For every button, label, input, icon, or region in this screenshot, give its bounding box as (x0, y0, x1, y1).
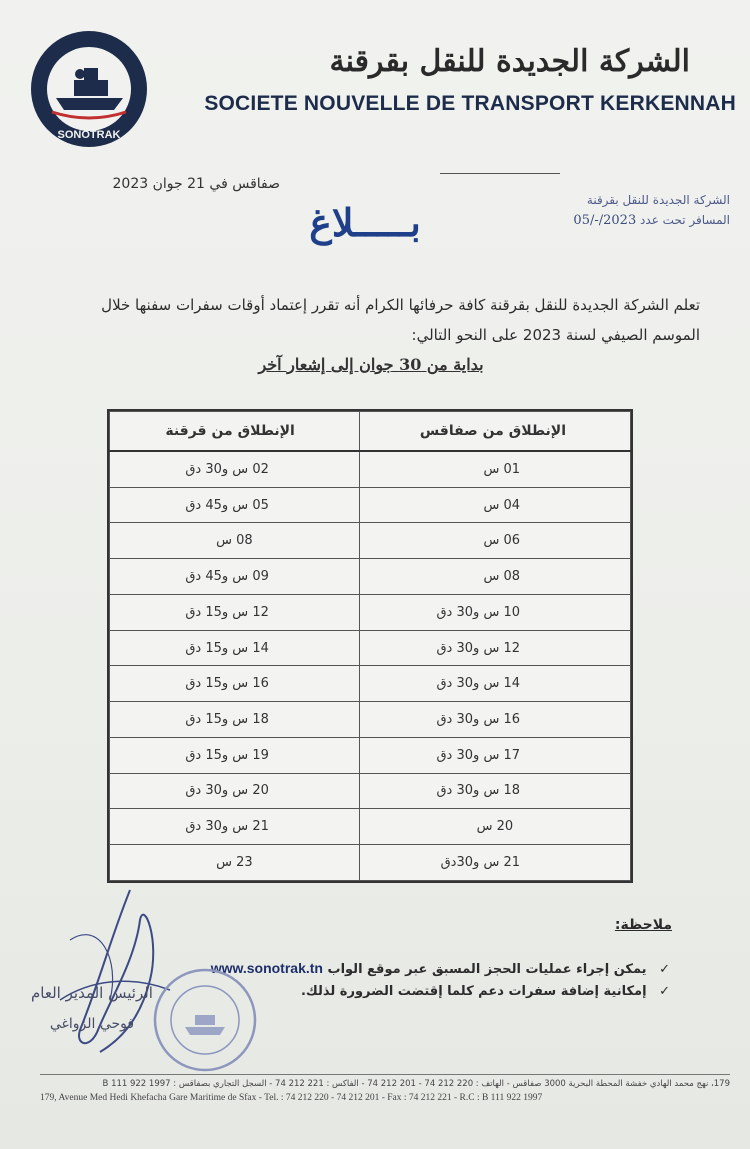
registry-stamp (560, 190, 730, 231)
registry-stamp-label: المسافر تحت عدد (640, 213, 730, 227)
sonotrak-logo (28, 28, 150, 150)
cell-sfax: 01 س (359, 451, 630, 487)
registry-stamp-line2 (560, 210, 730, 231)
table-row (110, 809, 631, 845)
schedule-table (107, 409, 633, 883)
cell-kerkennah: 09 س و45 دق (110, 559, 360, 595)
footer-rule (40, 1074, 730, 1075)
header-from-kerkennah: الإنطلاق من قرقنة (110, 412, 360, 452)
table-header-row (110, 412, 631, 452)
table-row (110, 666, 631, 702)
note-text: يمكن إجراء عمليات الحجز المسبق عبر موقع الواب (327, 962, 647, 977)
cell-kerkennah: 20 س و30 دق (110, 773, 360, 809)
notice-period: بداية من 30 جوان إلى إشعار آخر (258, 355, 484, 374)
table-row (110, 773, 631, 809)
date-line: صفاقس في 21 جوان 2023 (112, 176, 280, 192)
table-row (110, 559, 631, 595)
footer-address-arabic: 179، نهج محمد الهادي خفشة المحطة البحرية 3000 صفاقس - الهاتف : 220 212 74 - 201 212 74 - الفاكس : 221 212 74 - السجل التجاري بصفاقس : B 111 922 1997 (102, 1079, 730, 1089)
cell-sfax: 12 س و30 دق (359, 630, 630, 666)
company-name-arabic: الشركة الجديدة للنقل بقرقنة (329, 44, 690, 79)
cell-sfax: 10 س و30 دق (359, 594, 630, 630)
website-link[interactable]: www.sonotrak.tn (210, 960, 323, 976)
table-row (110, 702, 631, 738)
cell-kerkennah: 19 س و15 دق (110, 737, 360, 773)
table-row (110, 523, 631, 559)
cell-sfax: 06 س (359, 523, 630, 559)
cell-kerkennah: 14 س و15 دق (110, 630, 360, 666)
notes-title: ملاحظة: (614, 917, 672, 933)
cell-sfax: 18 س و30 دق (359, 773, 630, 809)
cell-sfax: 20 س (359, 809, 630, 845)
cell-sfax: 14 س و30 دق (359, 666, 630, 702)
cell-kerkennah: 05 س و45 دق (110, 487, 360, 523)
cell-kerkennah: 21 س و30 دق (110, 809, 360, 845)
notice-intro: تعلم الشركة الجديدة للنقل بقرقنة كافة حرفائها الكرام أنه تقرر إعتماد أوقات سفرات سفنها خلال الموسم الصيفي لسنة 2023 على النحو التالي: (101, 296, 700, 344)
cell-kerkennah: 08 س (110, 523, 360, 559)
check-icon: ✓ (659, 962, 670, 977)
note-text: إمكانية إضافة سفرات دعم كلما إقتضت الضرورة لذلك. (300, 984, 647, 999)
notice-title: بـــــلاغ (309, 200, 421, 245)
cell-kerkennah: 23 س (110, 845, 360, 881)
registry-stamp-ref: 2023/-/05 (573, 213, 637, 228)
table-row (110, 845, 631, 881)
cell-kerkennah: 02 س و30 دق (110, 451, 360, 487)
signature-name: فوحي الزواغي (49, 1016, 135, 1032)
cell-sfax: 04 س (359, 487, 630, 523)
cell-sfax: 16 س و30 دق (359, 702, 630, 738)
check-icon: ✓ (659, 984, 670, 999)
header-from-sfax: الإنطلاق من صفاقس (359, 412, 630, 452)
cell-sfax: 17 س و30 دق (359, 737, 630, 773)
cell-sfax: 21 س و30دق (359, 845, 630, 881)
table-row (110, 451, 631, 487)
company-seal (150, 965, 260, 1075)
company-name-french: SOCIETE NOUVELLE DE TRANSPORT KERKENNAH (204, 92, 736, 115)
table-row (110, 737, 631, 773)
cell-kerkennah: 12 س و15 دق (110, 594, 360, 630)
logo-text: SONOTRAK (57, 129, 121, 141)
cell-sfax: 08 س (359, 559, 630, 595)
registry-stamp-line1: الشركة الجديدة للنقل بقرقنة (586, 193, 730, 207)
footer-address-french: 179, Avenue Med Hedi Khefacha Gare Maritime de Sfax - Tel. : 74 212 220 - 74 212 201 - Fax : 74 212 221 - R.C : B 111 922 1997 (40, 1093, 543, 1103)
table-row (110, 487, 631, 523)
header-rule (440, 173, 560, 174)
signature-title: الرئيس المدير العام (31, 984, 153, 1002)
cell-kerkennah: 16 س و15 دق (110, 666, 360, 702)
table-row (110, 594, 631, 630)
cell-kerkennah: 18 س و15 دق (110, 702, 360, 738)
table-row (110, 630, 631, 666)
